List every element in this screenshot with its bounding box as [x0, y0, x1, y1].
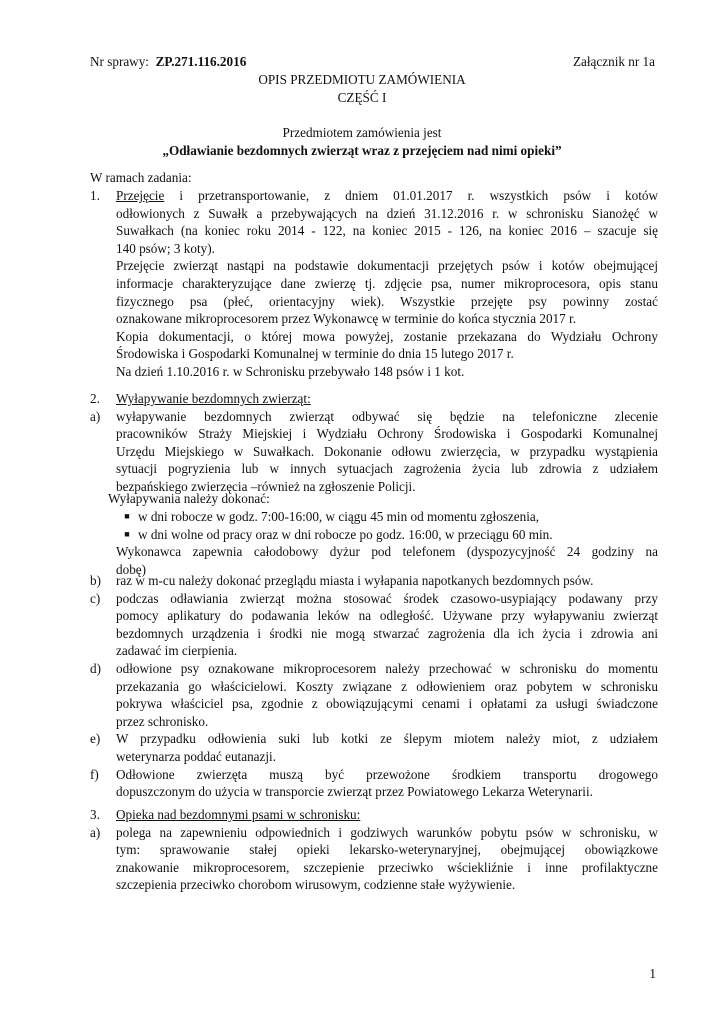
item-marker: f) [90, 766, 99, 782]
item-line: podczas odławiania zwierząt można stosować środek czasowo-usypiający podawany przy [116, 590, 658, 606]
item-line: pokrywa właściciel psa, zgodnie z obowiązującymi cenami i opłatami za usługi świadczone [116, 696, 658, 712]
subject-name: „Odławianie bezdomnych zwierząt wraz z przejęciem nad nimi opieki” [162, 143, 562, 158]
item-line: bezpańskiego zwierzęcia –również na zgłoszenie Policji. [116, 478, 416, 494]
section-2-item-c [90, 590, 658, 660]
item-marker: e) [90, 731, 101, 747]
lead-text: W ramach zadania: [90, 170, 192, 185]
section-1-line: fizycznego psa (płeć, orientacyjny wiek). Wszystkie przejęte psy powinny zostać [116, 293, 658, 309]
section-1-line: Przejęcie zwierząt nastąpi na podstawie dokumentacji przejętych psów i kotów obejmującej [116, 258, 658, 274]
bullet-icon: ■ [124, 511, 130, 521]
section-1-line: Suwałkach (na koniec roku 2014 - 122, na koniec 2015 - 126, na koniec 2016 – szacuje się [116, 223, 658, 239]
case-number: Nr sprawy: ZP.271.116.2016 [90, 54, 247, 69]
attachment-label: Załącznik nr 1a [572, 54, 655, 69]
section-1-line: Środowiska i Gospodarki Komunalnej w terminie do dnia 15 lutego 2017 r. [116, 346, 514, 362]
section-3 [90, 806, 658, 894]
bullet-text: w dni wolne od pracy oraz w dni robocze po godz. 16:00, w przeciągu 60 min. [138, 526, 553, 542]
item-line: znakowanie mikroprocesorem, szczepienie przeciwko wściekliźnie i inne profilaktyczne [116, 859, 658, 875]
item-marker: b) [90, 573, 101, 588]
section-2-item-e [90, 730, 658, 765]
item-marker: c) [90, 590, 101, 606]
item-line: wyłapywanie bezdomnych zwierząt odbywać się będzie na telefoniczne zlecenie [116, 408, 658, 424]
bullet-text: w dni robocze w godz. 7:00-16:00, w ciągu 45 min od momentu zgłoszenia, [138, 509, 540, 524]
item-line: weterynarza poddać eutanazji. [116, 748, 276, 764]
section-1 [90, 187, 658, 381]
item-line: bezdomnych urządzenia i środki nie mogą stwarzać zagrożenia dla ich życia i zdrowia ani [116, 625, 658, 641]
bullet-icon: ■ [124, 528, 130, 539]
duty-line: dobę) [116, 561, 147, 577]
section-2-item-b [90, 572, 658, 590]
section-1-line: Przejęcie i przetransportowanie, z dniem 01.01.2017 r. wszystkich psów i kotów [116, 188, 658, 203]
item-line: pracowników Straży Miejskiej i Wydziału Ochrony Środowiska i Gospodarki Komunalnej [116, 426, 658, 442]
subject-intro: Przedmiotem zamówienia jest [282, 125, 442, 140]
item-marker: d) [90, 660, 101, 676]
item-line: zadawać im cierpienia. [116, 643, 238, 659]
item-line: pomocy aplikatury do podawania leków na odległość. Używane przy wyłapywaniu zwierząt [116, 608, 658, 624]
item-line: dopuszczonym do użycia w transporcie zwierząt przez Powiatowego Lekarza Weterynarii. [116, 784, 593, 800]
section-3-item-a [90, 824, 658, 894]
item-line: W przypadku odłowienia suki lub kotki ze ślepym miotem należy miot, z udziałem [116, 731, 658, 747]
catch-times-list [116, 508, 658, 543]
item-line: przekazania go właścicielowi. Koszty związane z odłowieniem oraz pobytem w schronisku [116, 678, 658, 694]
section-2-items-b-f [90, 572, 658, 801]
page-number: 1 [649, 966, 656, 981]
list-item [116, 526, 658, 544]
item-line: sytuacji pogryzienia lub w innych sytuacjach zagrożenia życia lub zdrowia z udziałem [116, 461, 658, 477]
document-part: CZĘŚĆ I [337, 90, 387, 105]
section-1-line: informacje charakteryzujące dane zwierzę tj. zdjęcie psa, numer mikroprocesora, opis stanu [116, 275, 658, 291]
catch-label: Wyłapywania należy dokonać: [108, 491, 270, 506]
list-item [116, 508, 658, 526]
section-1-line: 140 psów; 3 koty). [116, 240, 215, 256]
item-line: szczepienia przeciwko chorobom wirusowym, codzienne stałe wyżywienie. [116, 877, 516, 893]
section-1-line: Kopia dokumentacji, o której mowa powyżej, zostanie przekazana do Wydziału Ochrony [116, 328, 658, 344]
section-1-line: Na dzień 1.10.2016 r. w Schronisku przebywało 148 psów i 1 kot. [116, 363, 465, 379]
document-title: OPIS PRZEDMIOTU ZAMÓWIENIA [258, 72, 466, 87]
item-line: Odłowione zwierzęta muszą być przewożone środkiem transportu drogowego [116, 766, 658, 782]
section-3-number: 3. [90, 807, 100, 822]
section-2-item-f [90, 766, 658, 801]
item-line: raz w m-cu należy dokonać przeglądu miasta i wyłapania napotkanych bezdomnych psów. [116, 573, 594, 588]
item-line: odłowione psy oznakowane mikroprocesorem należy przechować w schronisku do momentu [116, 660, 658, 676]
section-2-item-d [90, 660, 658, 730]
section-2-number: 2. [90, 391, 100, 406]
section-1-number: 1. [90, 188, 100, 203]
section-2-item-a [90, 408, 658, 496]
section-1-body [116, 187, 658, 381]
item-line: Urzędu Miejskiego w Suwałkach. Dokonanie odłowu zwierzęcia, w przypadku wystąpienia [116, 443, 658, 459]
item-line: polega na zapewnieniu odpowiednich i godziwych warunków pobytu psów w schronisku, w [116, 824, 658, 840]
section-3-heading: Opieka nad bezdomnymi psami w schronisku: [116, 807, 361, 822]
section-2-heading: Wyłapywanie bezdomnych zwierząt: [116, 391, 311, 406]
section-1-heading: Przejęcie [116, 188, 165, 203]
duty-line: Wykonawca zapewnia całodobowy dyżur pod telefonem (dyspozycyjność 24 godziny na [116, 544, 658, 559]
section-1-line: oznakowane mikroprocesorem przez Wykonawcę w terminie do końca stycznia 2017 r. [116, 311, 576, 327]
item-marker: a) [90, 824, 101, 840]
item-marker: a) [90, 408, 101, 424]
item-line: tym: sprawowanie stałej opieki lekarsko-weterynaryjnej, obejmującej obowiązkowe [116, 842, 658, 858]
section-2 [90, 390, 658, 496]
item-line: przez schronisko. [116, 713, 209, 729]
section-1-line: odłowionych z Suwałk a przebywających na dzień 31.12.2016 r. w schronisku Sianożęć w [116, 205, 658, 221]
